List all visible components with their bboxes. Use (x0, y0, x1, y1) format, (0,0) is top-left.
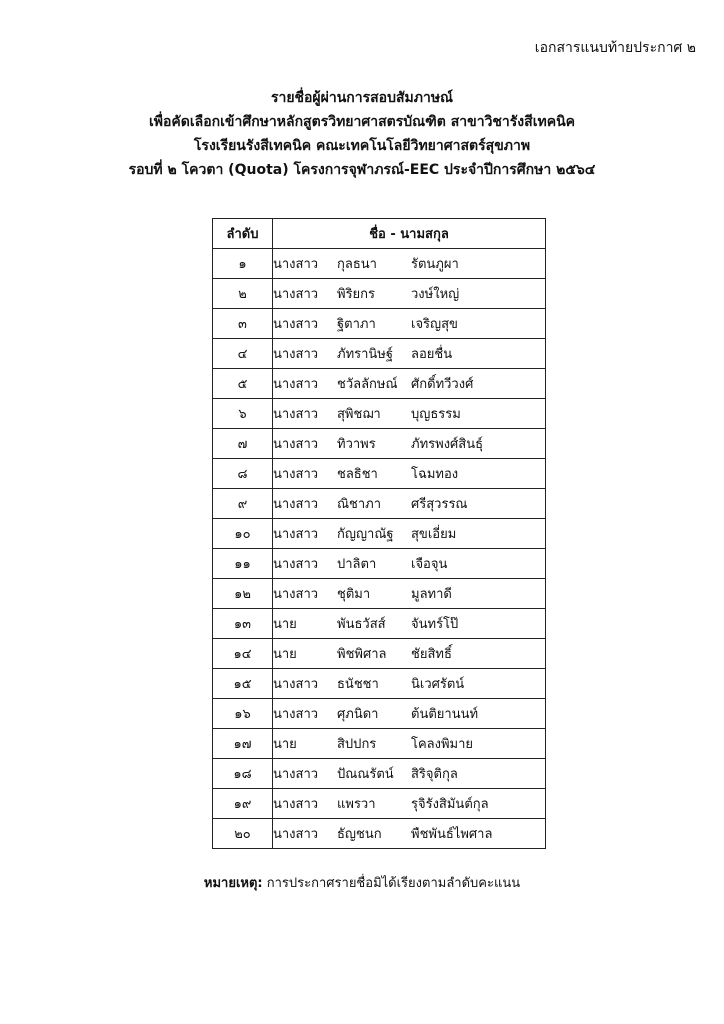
row-full-name (273, 819, 546, 849)
first-name: ณิชาภา (337, 497, 382, 512)
row-full-name (273, 669, 546, 699)
attachment-label: เอกสารแนบท้ายประกาศ ๒ (534, 40, 696, 56)
first-name: ศุภนิดา (337, 707, 379, 722)
row-full-name (273, 699, 546, 729)
heading-line: รอบที่ ๒ โควตา (Quota) โครงการจุฬาภรณ์-EEC ประจำปีการศึกษา ๒๕๖๔ (128, 162, 596, 178)
table-row (213, 459, 546, 489)
heading-line: รายชื่อผู้ผ่านการสอบสัมภาษณ์ (270, 90, 454, 106)
row-number: ๙ (213, 489, 273, 519)
row-full-name (273, 309, 546, 339)
row-full-name (273, 729, 546, 759)
row-number: ๑๙ (213, 789, 273, 819)
last-name: โคลงพิมาย (411, 737, 474, 752)
last-name: ภัทรพงศ์สินธุ์ (411, 437, 484, 452)
column-header-name: ชื่อ - นามสกุล (273, 219, 546, 249)
first-name: สุพิชฌา (337, 407, 381, 422)
last-name: วงษ์ใหญ่ (411, 287, 460, 302)
table-row (213, 579, 546, 609)
last-name: ศรีสุวรรณ (411, 497, 468, 512)
table-row (213, 639, 546, 669)
last-name: นิเวศรัตน์ (411, 677, 465, 692)
last-name: สุขเอี่ยม (411, 527, 457, 542)
row-full-name (273, 609, 546, 639)
first-name: ธัญชนก (337, 827, 382, 842)
document-heading (0, 86, 724, 182)
name-title: นาย (273, 647, 297, 662)
row-number: ๑ (213, 249, 273, 279)
name-title: นางสาว (273, 377, 319, 392)
row-full-name (273, 549, 546, 579)
row-full-name (273, 459, 546, 489)
name-title: นางสาว (273, 287, 319, 302)
row-number: ๖ (213, 399, 273, 429)
table-row (213, 399, 546, 429)
heading-line: โรงเรียนรังสีเทคนิค คณะเทคโนโลยีวิทยาศาสตร์สุขภาพ (193, 138, 531, 154)
footnote-text: การประกาศรายชื่อมิได้เรียงตามลำดับคะแนน (262, 876, 521, 891)
name-title: นางสาว (273, 587, 319, 602)
first-name: ปัณณรัตน์ (337, 767, 394, 782)
row-full-name (273, 639, 546, 669)
row-full-name (273, 759, 546, 789)
name-title: นางสาว (273, 797, 319, 812)
name-title: นางสาว (273, 467, 319, 482)
first-name: ชุติมา (337, 587, 371, 602)
first-name: ธนัชชา (337, 677, 379, 692)
name-title: นางสาว (273, 437, 319, 452)
table-row (213, 549, 546, 579)
table-row (213, 669, 546, 699)
last-name: รัตนภูผา (411, 257, 459, 272)
heading-line: เพื่อคัดเลือกเข้าศึกษาหลักสูตรวิทยาศาสตรบัณฑิต สาขาวิชารังสีเทคนิค (148, 114, 576, 130)
table-header-row (213, 219, 546, 249)
first-name: สิปปกร (337, 737, 377, 752)
row-full-name (273, 519, 546, 549)
first-name: ฐิตาภา (337, 317, 376, 332)
first-name: ปาลิตา (337, 557, 377, 572)
table-row (213, 819, 546, 849)
first-name: แพรวา (337, 797, 376, 812)
table-row (213, 729, 546, 759)
table-row (213, 369, 546, 399)
table-row (213, 249, 546, 279)
first-name: พิริยกร (337, 287, 376, 302)
name-title: นางสาว (273, 767, 319, 782)
first-name: ชลธิชา (337, 467, 378, 482)
name-title: นางสาว (273, 497, 319, 512)
row-number: ๒๐ (213, 819, 273, 849)
name-title: นางสาว (273, 707, 319, 722)
first-name: กัญญาณัฐ (337, 527, 394, 542)
last-name: บุญธรรม (411, 407, 461, 422)
table-row (213, 699, 546, 729)
row-number: ๒ (213, 279, 273, 309)
row-number: ๑๐ (213, 519, 273, 549)
last-name: จันทร์โป๊ (411, 617, 459, 632)
footnote-label: หมายเหตุ: (203, 876, 263, 891)
row-number: ๑๗ (213, 729, 273, 759)
row-full-name (273, 279, 546, 309)
row-number: ๗ (213, 429, 273, 459)
row-number: ๔ (213, 339, 273, 369)
row-full-name (273, 249, 546, 279)
row-number: ๓ (213, 309, 273, 339)
name-title: นางสาว (273, 317, 319, 332)
row-number: ๑๘ (213, 759, 273, 789)
last-name: ศักดิ์ทวีวงศ์ (411, 377, 474, 392)
last-name: รุจิรังสิมันต์กุล (411, 797, 489, 812)
row-number: ๕ (213, 369, 273, 399)
footnote (0, 872, 724, 893)
table-row (213, 609, 546, 639)
last-name: ต้นติยานนท์ (411, 707, 479, 722)
last-name: มูลทาดี (411, 587, 452, 602)
table-row (213, 489, 546, 519)
row-number: ๑๖ (213, 699, 273, 729)
row-number: ๑๕ (213, 669, 273, 699)
table-row (213, 279, 546, 309)
last-name: พืชพันธ์ไพศาล (411, 827, 493, 842)
name-title: นางสาว (273, 527, 319, 542)
first-name: พิชพิศาล (337, 647, 387, 662)
row-full-name (273, 429, 546, 459)
name-title: นางสาว (273, 257, 319, 272)
name-title: นางสาว (273, 677, 319, 692)
name-title: นางสาว (273, 827, 319, 842)
table-row (213, 519, 546, 549)
row-full-name (273, 789, 546, 819)
row-number: ๑๒ (213, 579, 273, 609)
last-name: โฉมทอง (411, 467, 459, 482)
row-full-name (273, 369, 546, 399)
last-name: ชัยสิทธิ์ (411, 647, 452, 662)
table-row (213, 339, 546, 369)
row-number: ๑๔ (213, 639, 273, 669)
table-row (213, 309, 546, 339)
column-header-order: ลำดับ (213, 219, 273, 249)
name-title: นางสาว (273, 557, 319, 572)
table-row (213, 759, 546, 789)
table-row (213, 789, 546, 819)
first-name: พันธวัสส์ (337, 617, 386, 632)
row-number: ๑๑ (213, 549, 273, 579)
first-name: ภัทรานิษฐ์ (337, 347, 394, 362)
row-full-name (273, 339, 546, 369)
first-name: ชวัลลักษณ์ (337, 377, 398, 392)
row-full-name (273, 489, 546, 519)
name-title: นาย (273, 617, 297, 632)
last-name: สิริจุติกุล (411, 767, 458, 782)
name-title: นางสาว (273, 407, 319, 422)
last-name: ลอยชื่น (411, 347, 453, 362)
row-number: ๘ (213, 459, 273, 489)
table-row (213, 429, 546, 459)
last-name: เจือจุน (411, 557, 448, 572)
first-name: ทิวาพร (337, 437, 376, 452)
name-title: นาย (273, 737, 297, 752)
row-full-name (273, 399, 546, 429)
row-full-name (273, 579, 546, 609)
name-title: นางสาว (273, 347, 319, 362)
row-number: ๑๓ (213, 609, 273, 639)
candidates-table (212, 218, 546, 849)
table-body (213, 249, 546, 849)
first-name: กุลธนา (337, 257, 377, 272)
last-name: เจริญสุข (411, 317, 458, 332)
